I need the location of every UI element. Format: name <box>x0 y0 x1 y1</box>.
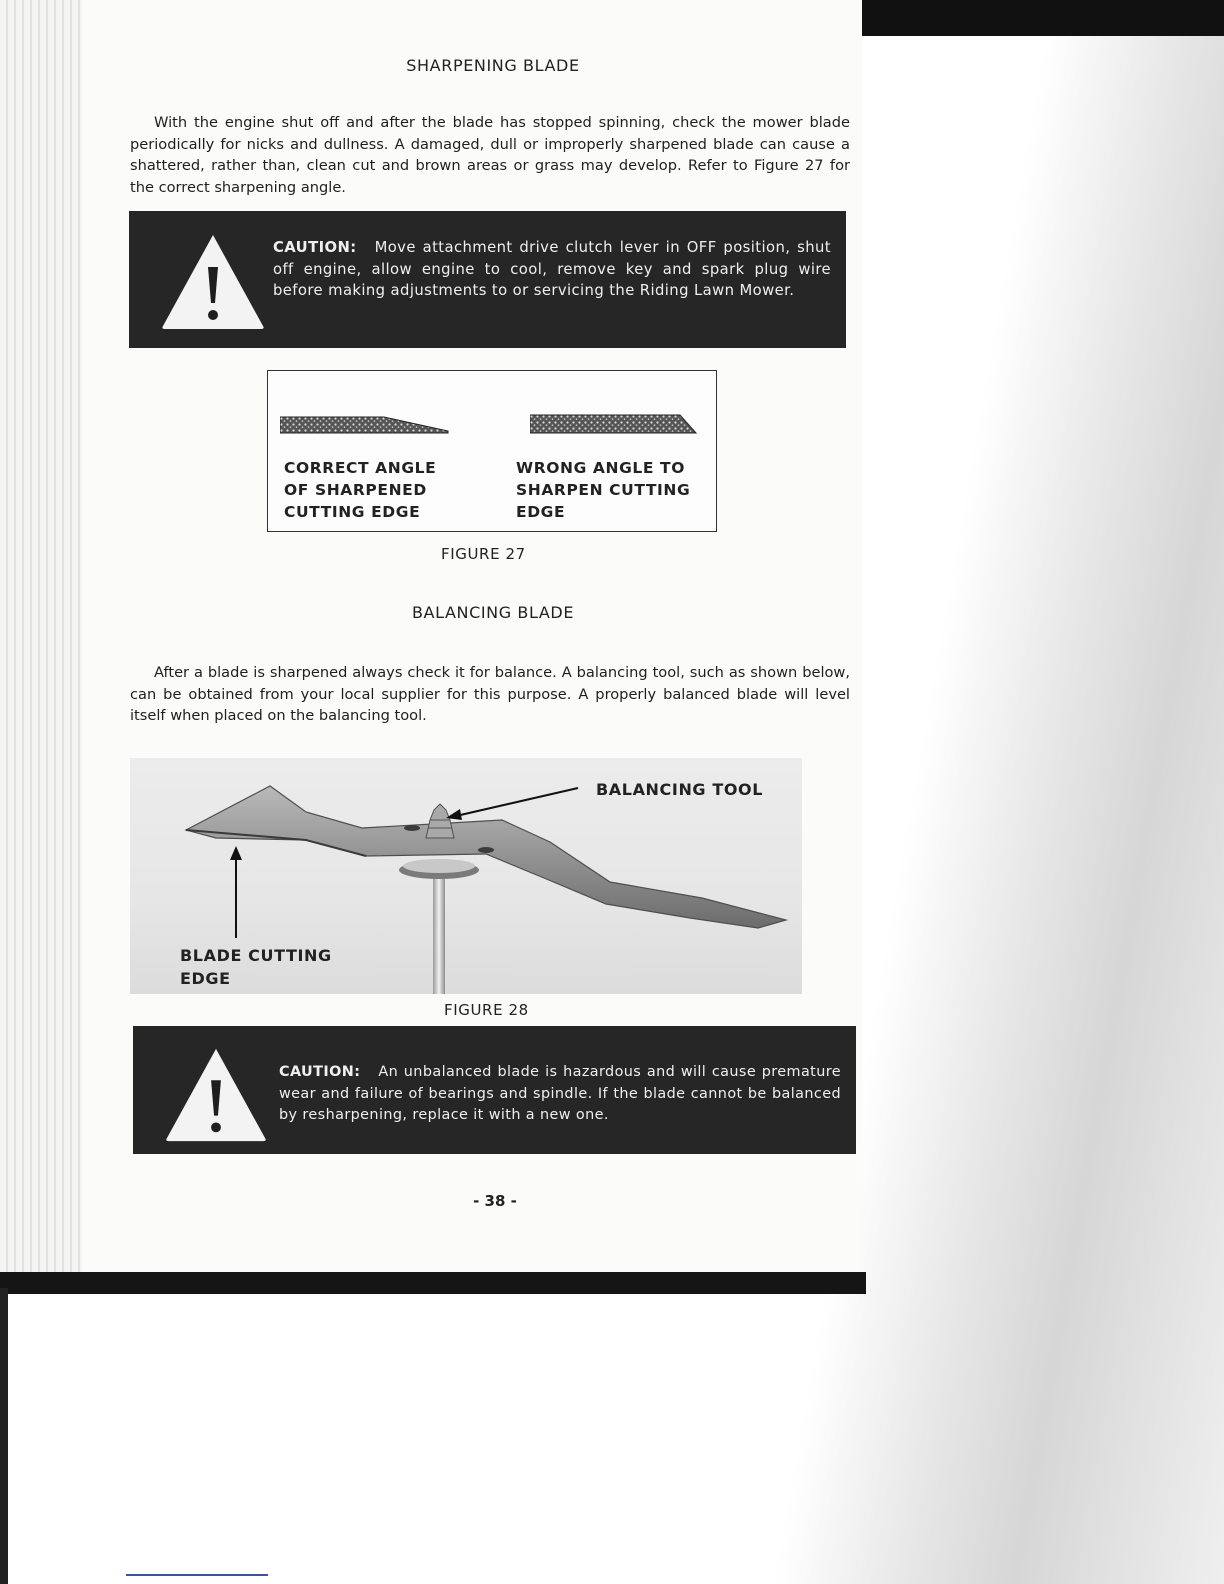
wrong-angle-line: WRONG ANGLE TO <box>516 459 686 477</box>
wrong-angle-line: SHARPEN CUTTING <box>516 481 691 499</box>
section-heading-balancing: BALANCING BLADE <box>411 603 575 622</box>
caution-message: An unbalanced blade is hazardous and will cause premature wear and failure of bearings and spindle. If the blade cannot be balanced by resharpening, replace it with a new one. <box>279 1064 841 1123</box>
wrong-angle-blade-illustration <box>530 409 700 441</box>
balancing-blade-photo <box>130 758 802 994</box>
page-edges <box>0 0 82 1288</box>
sharpening-paragraph <box>130 112 850 198</box>
correct-angle-line: OF SHARPENED <box>284 481 427 499</box>
blade-cutting-edge-label <box>180 944 332 990</box>
figure-28-caption: FIGURE 28 <box>444 1001 529 1019</box>
blade-edge-line: BLADE CUTTING <box>180 946 332 965</box>
balancing-tool-label: BALANCING TOOL <box>596 780 764 799</box>
page-number: - 38 - <box>473 1192 517 1210</box>
book-spine <box>0 1288 8 1584</box>
balancing-text: After a blade is sharpened always check it for balance. A balancing tool, such as shown below, can be obtained from your local supplier for this purpose. A properly balanced blade will level itself when placed on the balancing tool. <box>130 664 850 724</box>
caution-label: CAUTION: <box>273 239 357 256</box>
caution-label: CAUTION: <box>279 1064 361 1080</box>
correct-angle-line: CUTTING EDGE <box>284 503 421 521</box>
caution-box-unbalanced <box>133 1026 856 1154</box>
warning-icon <box>163 1044 269 1144</box>
scan-shadow <box>830 0 1224 36</box>
correct-angle-label <box>284 457 436 523</box>
sharpening-text: With the engine shut off and after the blade has stopped spinning, check the mower blade periodically for nicks and dullness. A damaged, dull or improperly sharpened blade can cause a shattered, rather than, clean cut and brown areas or grass may develop. Refer to Figure 27 for the correct sharpening angle. <box>130 114 850 196</box>
figure-27-box <box>267 370 717 532</box>
caution-text-block <box>273 237 831 302</box>
book-edge <box>0 1272 866 1294</box>
wrong-angle-label <box>516 457 690 523</box>
balancing-paragraph <box>130 662 850 727</box>
figure-27-caption: FIGURE 27 <box>441 545 526 563</box>
section-heading-sharpening: SHARPENING BLADE <box>406 56 580 75</box>
blade-edge-line: EDGE <box>180 969 231 988</box>
correct-angle-blade-illustration <box>280 411 450 441</box>
warning-icon <box>159 231 267 331</box>
caution-message: Move attachment drive clutch lever in OFF position, shut off engine, allow engine to cool, remove key and spark plug wire before making adjustments to or servicing the Riding Lawn Mower. <box>273 239 831 299</box>
scan-mark <box>126 1574 268 1576</box>
wrong-angle-line: EDGE <box>516 503 566 521</box>
caution-box <box>129 211 846 348</box>
correct-angle-line: CORRECT ANGLE <box>284 459 437 477</box>
caution-text-block <box>279 1062 841 1127</box>
